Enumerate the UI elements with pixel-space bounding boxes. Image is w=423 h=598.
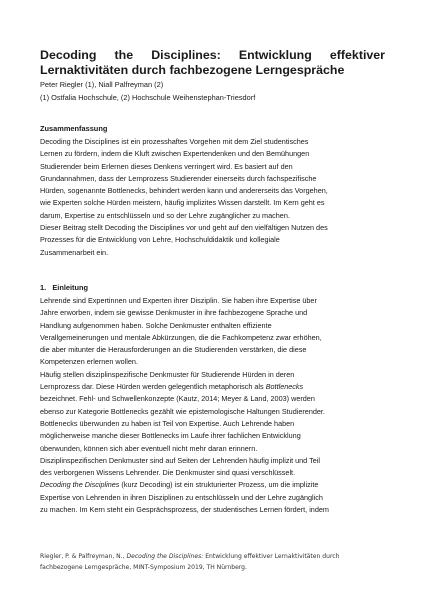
abstract-heading: Zusammenfassung	[40, 124, 108, 133]
abstract-line: Lernen zu fördern, indem die Kluft zwischen Expertendenken und den Bemühungen	[40, 149, 310, 159]
body-line: Bottlenecks überwunden zu haben ist Teil von Expertise. Auch Lehrende haben	[40, 418, 295, 428]
abstract-line: Hürden, sogenannte Bottlenecks, behindert werden kann und andererseits das Vorgehen,	[40, 186, 328, 196]
footer-line: fachbezogene Lerngespräche, MINT-Symposium 2019, TH Nürnberg.	[40, 563, 247, 571]
body-line: Decoding the Disciplines (kurz Decoding) ist ein strukturierter Prozess, um die implizite	[40, 480, 319, 490]
abstract-line: Decoding the Disciplines ist ein prozesshaftes Vorgehen mit dem Ziel studentisches	[40, 137, 309, 146]
body-line: Häufig stellen disziplinspezifische Denkmuster für Studierende Hürden in deren	[40, 369, 295, 379]
abstract-line: Studierender beim Erlernen dieses Denkens verringert wird. Es basiert auf den	[40, 161, 293, 171]
abstract-line: Zusammenarbeit ein.	[40, 247, 109, 257]
page-footer	[40, 552, 390, 573]
section-number: 1.	[40, 283, 47, 292]
author-list: Peter Riegler (1), Niall Palfreyman (2)	[40, 80, 164, 89]
section-heading	[40, 283, 88, 293]
body-line: zu machen. Im Kern steht ein Gesprächsprozess, der studentisches Lernen fördert, indem	[40, 505, 329, 515]
title-word: Decoding	[40, 48, 97, 62]
title-word: Disciplines:	[151, 48, 221, 62]
section-body	[40, 295, 390, 516]
abstract-line: Grundannahmen, dass der Lernprozess Studierender einerseits durch fachspezifische	[40, 173, 317, 183]
abstract-line: Prozesses für die Entwicklung von Lehre, Hochschuldidaktik und kollegiale	[40, 235, 280, 245]
footer-line: Riegler, P. & Palfreyman, N., Decoding the Disciplines: Entwicklung effektiver Lernaktivitäten durch	[40, 553, 340, 560]
body-line: Verallgemeinerungen und mentale Abkürzungen, die die Fachkompetenz zwar erhöhen,	[40, 332, 322, 342]
title-word: effektiver	[329, 48, 385, 62]
body-line: die aber mitunter die Herausforderungen an die Studierenden verstärken, die diese	[40, 345, 307, 355]
body-line: möglicherweise manche dieser Bottlenecks im Laufe ihrer fachlichen Entwicklung	[40, 431, 301, 441]
title-word: the	[114, 48, 134, 62]
body-line: Jahre erworben, indem sie gewisse Denkmuster in ihre fachbezogene Sprache und	[40, 308, 308, 318]
body-line: Kompetenzen erlernen wollen.	[40, 357, 138, 367]
title-word: Entwicklung	[238, 48, 312, 62]
abstract-body	[40, 136, 390, 259]
body-line: Expertise von Lehrenden in ihren Disziplinen zu entschlüsseln und der Lehre zugänglich	[40, 492, 323, 502]
section-title: Einleitung	[52, 283, 89, 292]
body-line: überwunden, können sich aber eventuell nicht mehr daran erinnern.	[40, 443, 258, 453]
abstract-line: Dieser Beitrag stellt Decoding the Disciplines vor und geht auf den vielfältigen Nutzen des	[40, 223, 328, 233]
title-line-1	[40, 48, 385, 63]
body-line: Lernprozess dar. Diese Hürden werden gelegentlich metaphorisch als Bottlenecks	[40, 382, 304, 392]
body-line: Lehrende sind Expertinnen und Experten ihrer Disziplin. Sie haben ihre Expertise über	[40, 296, 317, 305]
paper-title	[40, 48, 385, 78]
affiliations: (1) Ostfalia Hochschule, (2) Hochschule Weihenstephan-Triesdorf	[40, 93, 256, 102]
title-line-2: Lernaktivitäten durch fachbezogene Lerngespräche	[40, 63, 345, 77]
abstract-line: wie Experten solche Hürden meistern, häufig implizites Wissen darstellt. Im Kern geht es	[40, 198, 325, 208]
abstract-line: darum, Expertise zu entschlüsseln und so der Lehre zugänglicher zu machen.	[40, 210, 290, 220]
body-line: des verborgenen Wissens Lehrender. Die Denkmuster sind quasi verschlüsselt.	[40, 468, 296, 478]
body-line: ebenso zur Kategorie Bottlenecks gezählt wie epistemologische Haltungen Studierender.	[40, 406, 325, 416]
body-line: Handlung aufgenommen haben. Solche Denkmuster enthalten effiziente	[40, 320, 272, 330]
body-line: bezeichnet. Fehl- und Schwellenkonzepte (Kautz, 2014; Meyer & Land, 2003) werden	[40, 394, 315, 404]
body-line: Disziplinspezifischen Denkmuster sind auf Seiten der Lehrenden häufig implizit und Teil	[40, 455, 320, 465]
